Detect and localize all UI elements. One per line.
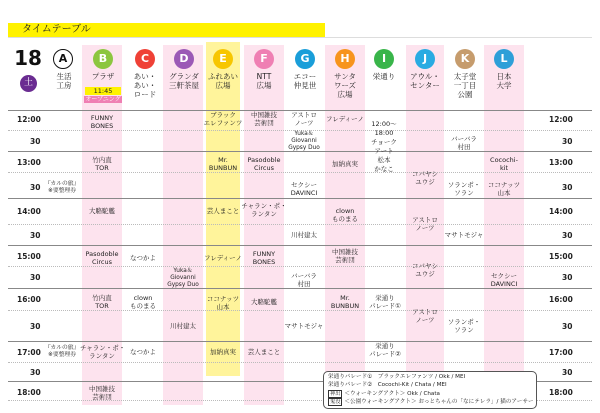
time-label: 13:00 — [549, 158, 573, 167]
time-label: 16:00 — [17, 295, 41, 304]
tag-label: 鬼没 — [330, 399, 341, 405]
grid-line — [8, 198, 592, 199]
time-label: 17:00 — [549, 348, 573, 357]
event-e[interactable]: ココナッツ 山本 — [206, 295, 240, 311]
column-i-name: 栄通り — [372, 72, 396, 81]
event-f[interactable]: 芸人まこと — [247, 348, 281, 356]
event-f[interactable]: 大駱駝艦 — [251, 298, 277, 306]
event-h[interactable]: Mr. BUNBUN — [330, 294, 360, 310]
time-label: 12:00 — [549, 115, 573, 124]
column-j-badge: J — [415, 49, 435, 69]
column-stripe-l — [484, 45, 524, 405]
column-a-badge: A — [53, 49, 73, 69]
event-h[interactable]: 加納真実 — [332, 160, 358, 168]
event-l[interactable]: Cocochi- kit — [490, 156, 518, 172]
time-label: 30 — [30, 322, 41, 331]
time-label: 30 — [30, 368, 41, 377]
event-c[interactable]: clown ものまる — [130, 294, 156, 310]
event-j[interactable]: コバヤシ ユウジ — [412, 170, 438, 186]
event-g[interactable]: 川村建太 — [291, 231, 317, 239]
event-d[interactable]: Yuka＆ Giovanni Gypsy Duo — [167, 268, 199, 288]
grid-line — [8, 245, 592, 246]
time-label: 30 — [562, 231, 573, 240]
column-e-name: ふれあい 広場 — [208, 72, 238, 90]
event-g[interactable]: アストロ ノーツ — [291, 111, 317, 127]
event-d[interactable]: 川村建太 — [170, 322, 196, 330]
event-k[interactable]: ソランポ・ ソラン — [447, 181, 481, 197]
event-b[interactable]: FUNNY BONES — [90, 114, 114, 130]
event-a[interactable]: 『カルの旅』 ※要整理券 — [44, 345, 80, 358]
legend-line-3: 神出 ＜ウォーキングアクト＞ Okk / Chata — [330, 391, 440, 397]
event-b[interactable]: 中国雑技 芸術団 — [89, 385, 115, 401]
event-i[interactable]: 栄通り パレード② — [369, 342, 401, 358]
column-k-badge: K — [455, 49, 475, 69]
event-j[interactable]: アストロ ノーツ — [412, 308, 438, 324]
time-label: 30 — [30, 183, 41, 192]
column-b-name: プラザ — [91, 72, 115, 81]
grid-line — [8, 341, 592, 342]
column-f-name: NTT 広場 — [256, 72, 272, 90]
time-label: 30 — [562, 183, 573, 192]
event-k[interactable]: バーバラ 村田 — [451, 135, 477, 151]
column-l-badge: L — [494, 49, 514, 69]
column-c-badge: C — [135, 49, 155, 69]
event-l[interactable]: セクシー DAVINCI — [490, 272, 518, 288]
grid-line — [8, 288, 592, 289]
legend-line-1: 栄通りパレード① ブラックエレファンツ / Okk / MEI — [328, 374, 466, 380]
event-a[interactable]: 『カルの旅』 ※要整理券 — [44, 181, 80, 194]
event-e[interactable]: 加納真実 — [210, 348, 236, 356]
time-label: 30 — [562, 137, 573, 146]
event-k[interactable]: ソランポ・ ソラン — [447, 318, 481, 334]
grid-line — [8, 224, 592, 225]
column-g-badge: G — [295, 49, 315, 69]
event-b[interactable]: チャラン・ポ・ ランタン — [80, 344, 126, 360]
day-number: 18 — [14, 46, 42, 70]
time-label: 30 — [562, 368, 573, 377]
event-e[interactable]: 芸人まこと — [206, 207, 240, 215]
page-title: タイムテーブル — [22, 24, 91, 35]
event-c[interactable]: なつかよ — [130, 254, 156, 262]
event-g[interactable]: マサトモジャ — [284, 322, 324, 330]
column-j-name: アウル・ センター — [410, 72, 440, 90]
event-l[interactable]: ココナッツ 山本 — [487, 181, 521, 197]
time-label: 12:00 — [17, 115, 41, 124]
column-i-badge: I — [374, 49, 394, 69]
column-h-badge: H — [335, 49, 355, 69]
event-j[interactable]: コバヤシ ユウジ — [412, 262, 438, 278]
grid-line — [8, 172, 592, 173]
event-h[interactable]: 中国雑技 芸術団 — [332, 248, 358, 264]
chalk-art-event[interactable]: 12:00〜 18:00 チョーク アート 松本 かなこ — [371, 120, 397, 173]
event-e[interactable]: ブラック エレファンツ — [203, 111, 243, 127]
column-k-name: 太子堂 一丁目 公園 — [453, 72, 477, 99]
event-j[interactable]: アストロ ノーツ — [412, 216, 438, 232]
time-label: 30 — [562, 322, 573, 331]
event-i[interactable]: 栄通り パレード① — [369, 294, 401, 310]
grid-line — [8, 266, 592, 267]
event-e[interactable]: フレディーノ — [203, 254, 243, 262]
time-label: 14:00 — [549, 207, 573, 216]
column-d-badge: D — [174, 49, 194, 69]
opening-time: 11:45 — [85, 87, 121, 95]
title-divider — [8, 37, 592, 38]
event-f[interactable]: チャラン・ポ・ ランタン — [241, 202, 287, 218]
column-l-name: 日本 大学 — [496, 72, 512, 90]
event-h[interactable]: フレディーノ — [325, 115, 365, 123]
event-b[interactable]: 竹内直 TOR — [92, 156, 112, 172]
column-stripe-d — [163, 45, 203, 405]
event-b[interactable]: 大駱駝艦 — [89, 207, 115, 215]
time-label: 17:00 — [17, 348, 41, 357]
column-stripe-h — [325, 45, 365, 405]
event-f[interactable]: FUNNY BONES — [252, 250, 276, 266]
event-c[interactable]: なつかよ — [130, 348, 156, 356]
event-b[interactable]: 竹内直 TOR — [92, 294, 112, 310]
legend-line-2: 栄通りパレード② Cocochi-Kit / Chata / MEI — [328, 382, 447, 388]
time-label: 15:00 — [17, 252, 41, 261]
opening-label: オープニング — [85, 96, 121, 103]
event-f[interactable]: Pasodoble Circus — [247, 156, 281, 172]
column-a-name: 生活 工房 — [56, 72, 72, 90]
time-label: 30 — [30, 137, 41, 146]
event-f[interactable]: 中国雑技 芸術団 — [251, 111, 277, 127]
grid-line — [8, 362, 592, 363]
event-e[interactable]: Mr. BUNBUN — [208, 156, 238, 172]
time-label: 30 — [30, 231, 41, 240]
legend-line-4: 鬼没 ＜公園ウォーキングアクト＞ おっとちゃんの「なにテレラ」/ 猫のアーサー — [330, 399, 534, 405]
column-b-badge: B — [93, 49, 113, 69]
column-f-badge: F — [254, 49, 274, 69]
column-c-name: あい・ あい・ ロード — [133, 72, 157, 99]
column-g-name: エコー 仲見世 — [293, 72, 317, 90]
weekday-badge: 土 — [20, 75, 37, 92]
time-label: 14:00 — [17, 207, 41, 216]
column-d-name: グランダ 三軒茶屋 — [169, 72, 199, 90]
event-k[interactable]: マサトモジャ — [444, 231, 484, 239]
tag-label: 神出 — [330, 391, 341, 397]
event-g[interactable]: セクシー DAVINCI — [290, 181, 318, 197]
column-e-badge: E — [213, 49, 233, 69]
event-g[interactable]: バーバラ 村田 — [291, 272, 317, 288]
event-b[interactable]: Pasodoble Circus — [85, 250, 119, 266]
time-label: 16:00 — [549, 295, 573, 304]
column-h-name: サンタ ワーズ 広場 — [333, 72, 357, 99]
time-label: 15:00 — [549, 252, 573, 261]
parade-legend — [323, 371, 537, 409]
time-label: 18:00 — [549, 388, 573, 397]
grid-line — [8, 310, 592, 311]
time-label: 18:00 — [17, 388, 41, 397]
time-label: 30 — [562, 273, 573, 282]
event-h[interactable]: clown ものまる — [332, 207, 358, 223]
event-g[interactable]: Yuka＆ Giovanni Gypsy Duo — [288, 131, 320, 151]
time-label: 13:00 — [17, 158, 41, 167]
time-label: 30 — [30, 273, 41, 282]
